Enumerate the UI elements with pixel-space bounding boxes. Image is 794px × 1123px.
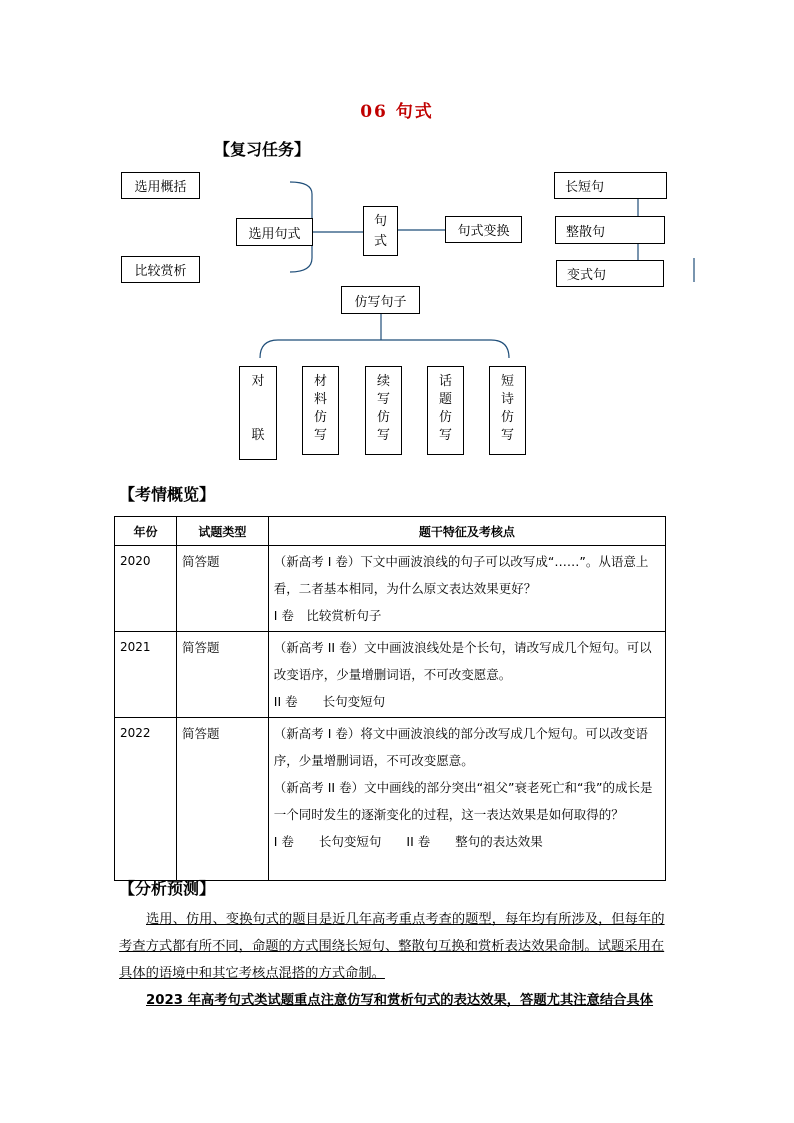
box-select-summary: 选用概括: [121, 172, 200, 199]
question-text: （新高考 II 卷）文中画线的部分突出“祖父”衰老死亡和“我”的成长是一个同时发生的逐渐变化的过程，这一表达效果是如何取得的？: [273, 780, 653, 822]
table-row: [115, 546, 666, 632]
box-imitate-sentence: 仿写句子: [341, 286, 420, 314]
question-text: （新高考 II 卷）文中画波浪线处是个长句，请改写成几个短句。可以改变语序，少量增删词语，不可改变愿意。: [273, 640, 652, 682]
center-char: 式: [373, 234, 387, 249]
analysis-paragraph-2: 2023 年高考句式类试题重点注意仿写和赏析句式的表达效果，答题尤其注意结合具体: [146, 993, 654, 1008]
box-variant: 变式句: [556, 260, 664, 287]
exam-note: II 卷 长句变短句: [273, 694, 386, 709]
material-char: 仿: [313, 410, 327, 425]
cell-features: [268, 632, 665, 718]
section-analysis-heading: 【分析预测】: [119, 879, 216, 898]
box-couplet: [239, 366, 277, 460]
question-text: （新高考 I 卷）下文中画波浪线的句子可以改写成“……”。从语意上看，二者基本相同，为什么原文表达效果更好？: [273, 554, 649, 596]
cell-type: 简答题: [176, 718, 268, 881]
material-char: 料: [313, 392, 327, 407]
box-continuation-imitation: [365, 366, 402, 455]
cell-features: [268, 718, 665, 881]
question-text: （新高考 I 卷）将文中画波浪线的部分改写成几个短句。可以改变语序，少量增删词语，不可改变愿意。: [273, 726, 648, 768]
cell-type: 简答题: [176, 546, 268, 632]
section-review-heading: 【复习任务】: [214, 140, 311, 159]
continuation-char: 写: [376, 428, 390, 443]
continuation-char: 写: [376, 392, 390, 407]
bottom-bracket: [260, 340, 509, 358]
center-char: 句: [373, 214, 387, 229]
couplet-char: 联: [251, 428, 265, 443]
box-long-short: 长短句: [554, 172, 667, 199]
poem-char: 短: [500, 374, 514, 389]
poem-char: 诗: [500, 392, 514, 407]
topic-char: 话: [438, 374, 452, 389]
table-row: [115, 718, 666, 881]
exam-overview-table: [114, 516, 666, 881]
cell-year: 2022: [115, 718, 177, 881]
header-type: 试题类型: [176, 517, 268, 546]
material-char: 写: [313, 428, 327, 443]
header-year: 年份: [115, 517, 177, 546]
page-title: 06 句式: [360, 102, 434, 122]
box-sentence-transform: 句式变换: [445, 216, 522, 243]
table-header-row: [115, 517, 666, 546]
cell-features: [268, 546, 665, 632]
exam-note: I 卷 长句变短句 II 卷 整句的表达效果: [273, 834, 543, 849]
topic-char: 仿: [438, 410, 452, 425]
cell-type: 简答题: [176, 632, 268, 718]
topic-char: 写: [438, 428, 452, 443]
table-row: [115, 632, 666, 718]
continuation-char: 仿: [376, 410, 390, 425]
box-choose-sentence: 选用句式: [236, 218, 313, 246]
exam-note: I 卷 比较赏析句子: [273, 608, 382, 623]
box-sentence-center: [363, 206, 398, 256]
box-short-poem-imitation: [489, 366, 526, 455]
material-char: 材: [313, 374, 327, 389]
couplet-gap: [240, 391, 276, 409]
header-features: 题干特征及考核点: [268, 517, 665, 546]
poem-char: 仿: [500, 410, 514, 425]
cell-year: 2021: [115, 632, 177, 718]
box-topic-imitation: [427, 366, 464, 455]
analysis-paragraph-1: 选用、仿用、变换句式的题目是近几年高考重点考查的题型，每年均有所涉及，但每年的考查方式都有所不同，命题的方式围绕长短句、整散句互换和赏析表达效果命制。试题采用在具体的语境中和其它考核点混搭的方式命制。: [119, 912, 665, 981]
box-whole-loose: 整散句: [555, 216, 665, 244]
couplet-char: 对: [251, 374, 265, 389]
continuation-char: 续: [376, 374, 390, 389]
topic-char: 题: [438, 392, 452, 407]
cell-year: 2020: [115, 546, 177, 632]
section-overview-heading: 【考情概览】: [119, 485, 216, 504]
poem-char: 写: [500, 428, 514, 443]
box-material-imitation: [302, 366, 339, 455]
box-compare-analyze: 比较赏析: [121, 256, 200, 283]
